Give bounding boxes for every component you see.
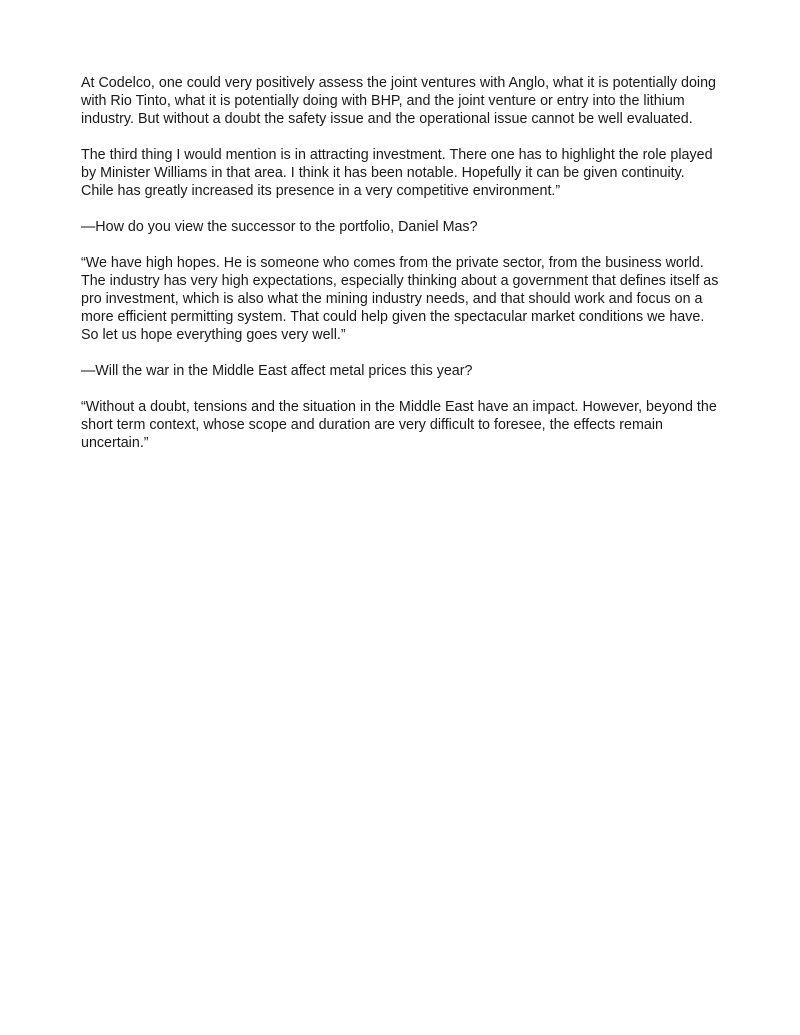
question-successor-portfolio: —How do you view the successor to the portfolio, Daniel Mas? bbox=[81, 219, 478, 235]
answer-high-hopes: “We have high hopes. He is someone who comes from the private sector, from the business world. The industry has very high expectations, especially thinking about a government that defines itself as pro investment, which is also what the mining industry needs, and that should work and focus on a more efficient permitting system. That could help given the spectacular market conditions we have. So let us hope everything goes very well.” bbox=[81, 255, 719, 343]
document-body bbox=[81, 74, 721, 470]
paragraph-attracting-investment: The third thing I would mention is in attracting investment. There one has to highlight the role played by Minister Williams in that area. I think it has been notable. Hopefully it can be given continuity. Chile has greatly increased its presence in a very competitive environment.” bbox=[81, 147, 713, 199]
answer-middle-east-impact: “Without a doubt, tensions and the situation in the Middle East have an impact. However, beyond the short term context, whose scope and duration are very difficult to foresee, the effects remain uncertain.” bbox=[81, 399, 717, 451]
question-middle-east-war: —Will the war in the Middle East affect metal prices this year? bbox=[81, 363, 473, 379]
paragraph-codelco-joint-ventures: At Codelco, one could very positively assess the joint ventures with Anglo, what it is potentially doing with Rio Tinto, what it is potentially doing with BHP, and the joint venture or entry into the lithium industry. But without a doubt the safety issue and the operational issue cannot be well evaluated. bbox=[81, 75, 716, 127]
